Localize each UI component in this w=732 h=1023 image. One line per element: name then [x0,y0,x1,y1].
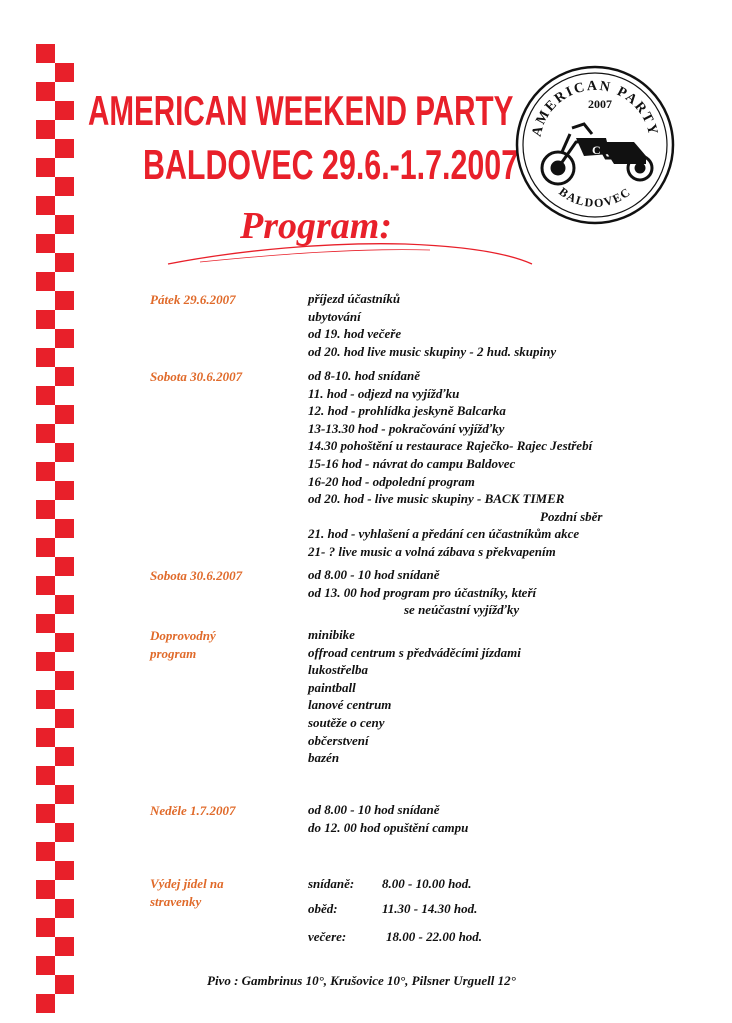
checker-square [55,747,74,766]
checker-square [36,158,55,177]
svg-text:C: C [592,143,601,157]
checker-square [36,614,55,633]
checker-square [55,595,74,614]
schedule-item: 12. hod - prohlídka jeskyně Balcarka [308,403,506,419]
checker-square [55,63,74,82]
day-label-line: Pátek 29.6.2007 [150,292,236,307]
schedule-item: 11. hod - odjezd na vyjížďku [308,385,460,401]
schedule-item: ubytování [308,308,361,324]
checker-square [36,652,55,671]
checker-square [55,519,74,538]
day-label-line: Neděle 1.7.2007 [150,803,236,818]
schedule-item: Pozdní sběr [540,508,603,524]
schedule-item: minibike [308,627,355,642]
event-subtitle: BALDOVEC 29.6.-1.7.2007 [143,142,519,189]
checker-square [36,196,55,215]
schedule-item: soutěže o ceny [308,714,385,730]
schedule-item: offroad centrum s předváděcími jízdami [308,644,521,660]
meal-name: snídaně: [308,876,355,891]
checker-square [36,994,55,1013]
checker-square [36,842,55,861]
schedule-item: občerstvení [308,732,369,748]
day-label-line: Sobota 30.6.2007 [150,568,243,583]
meals-label-line: stravenky [150,894,202,909]
schedule-item: lukostřelba [308,662,368,678]
checker-square [55,443,74,462]
schedule-item: 14.30 pohoštění u restaurace Raječko- Rajec Jestřebí [308,438,593,454]
schedule-item: od 20. hod live music skupiny - 2 hud. skupiny [308,343,557,359]
schedule-item: od 13. 00 hod program pro účastníky, kteří [308,584,537,600]
schedule-items [308,290,556,360]
schedule-items [308,566,536,619]
checker-square [55,101,74,120]
schedule-item: do 12. 00 hod opuštění campu [308,819,469,835]
checker-square [55,823,74,842]
meal-time: 8.00 - 10.00 hod. [382,876,472,891]
day-label-line: Doprovodný [150,628,216,643]
checker-square [36,424,55,443]
meal-row [308,876,472,892]
meal-name: večere: [308,929,347,944]
schedule-item: bazén [308,750,340,766]
svg-text:BALDOVEC [556,184,633,210]
checker-square [55,861,74,880]
checker-square [55,329,74,348]
day-label [150,291,236,309]
checker-square [36,82,55,101]
checker-square [55,709,74,728]
schedule-item: 13-13.30 hod - pokračování vyjížďky [308,420,505,436]
checker-square [55,291,74,310]
schedule-items [308,801,468,836]
checker-square [36,500,55,519]
checker-square [55,975,74,994]
checker-square [36,956,55,975]
logo-bottom-text: BALDOVEC [556,184,634,211]
schedule-item: od 8.00 - 10 hod snídaně [308,802,440,817]
schedule-item: od 8-10. hod snídaně [308,368,420,383]
checker-square [36,576,55,595]
checker-square [36,234,55,253]
schedule-item: od 20. hod - live music skupiny - BACK TIMER [308,491,565,507]
checker-square [55,405,74,424]
schedule-item: lanové centrum [308,697,392,713]
schedule-item: od 8.00 - 10 hod snídaně [308,567,440,582]
checker-square [55,557,74,576]
schedule-item: paintball [308,679,356,695]
schedule-item: se neúčastní vyjížďky [404,602,520,618]
checker-square [55,177,74,196]
checker-square [36,462,55,481]
schedule-item: příjezd účastníků [308,291,401,306]
checker-square [55,937,74,956]
checker-square [55,253,74,272]
meal-time: 18.00 - 22.00 hod. [386,929,483,944]
checker-square [36,386,55,405]
checker-square [36,538,55,557]
checker-square [55,367,74,386]
event-title: AMERICAN WEEKEND PARTY [88,88,514,135]
checker-square [36,766,55,785]
day-label-line: Sobota 30.6.2007 [150,369,243,384]
meal-row [308,929,482,945]
day-label [150,567,242,585]
schedule-item: 16-20 hod - odpolední program [308,473,475,489]
schedule-item: 21- ? live music a volná zábava s překvapením [308,543,556,559]
logo-top-text: AMERICAN PARTY [529,78,661,139]
checker-square [55,215,74,234]
meal-name: oběd: [308,901,338,916]
meals-label [150,875,224,911]
american-party-logo [514,64,676,226]
checker-square [36,804,55,823]
checker-square [36,44,55,63]
checkered-border [36,44,74,1020]
schedule-items [308,626,521,767]
checker-square [55,481,74,500]
schedule-item: od 19. hod večeře [308,326,402,342]
meal-row [308,901,477,917]
beer-list: Pivo : Gambrinus 10°, Krušovice 10°, Pilsner Urguell 12° [207,973,516,988]
checker-square [36,272,55,291]
checker-square [36,918,55,937]
day-label [150,627,216,663]
schedule-item: 21. hod - vyhlašení a předání cen účastníkům akce [308,526,580,542]
day-label [150,802,236,820]
meals-label-line: Výdej jídel na [150,876,224,891]
day-label [150,368,242,386]
schedule-item: 15-16 hod - návrat do campu Baldovec [308,455,516,471]
program-heading: Program: [240,205,392,247]
checker-square [55,139,74,158]
logo-year: 2007 [588,97,612,111]
checker-square [55,785,74,804]
checker-square [36,348,55,367]
checker-square [36,880,55,899]
checker-square [36,728,55,747]
day-label-line: program [150,646,197,661]
checker-square [36,120,55,139]
checker-square [36,310,55,329]
checker-square [55,633,74,652]
meal-time: 11.30 - 14.30 hod. [382,901,478,916]
swash-underline [160,232,540,272]
checker-square [55,671,74,690]
checker-square [36,690,55,709]
checker-square [55,899,74,918]
schedule-items [308,367,602,561]
